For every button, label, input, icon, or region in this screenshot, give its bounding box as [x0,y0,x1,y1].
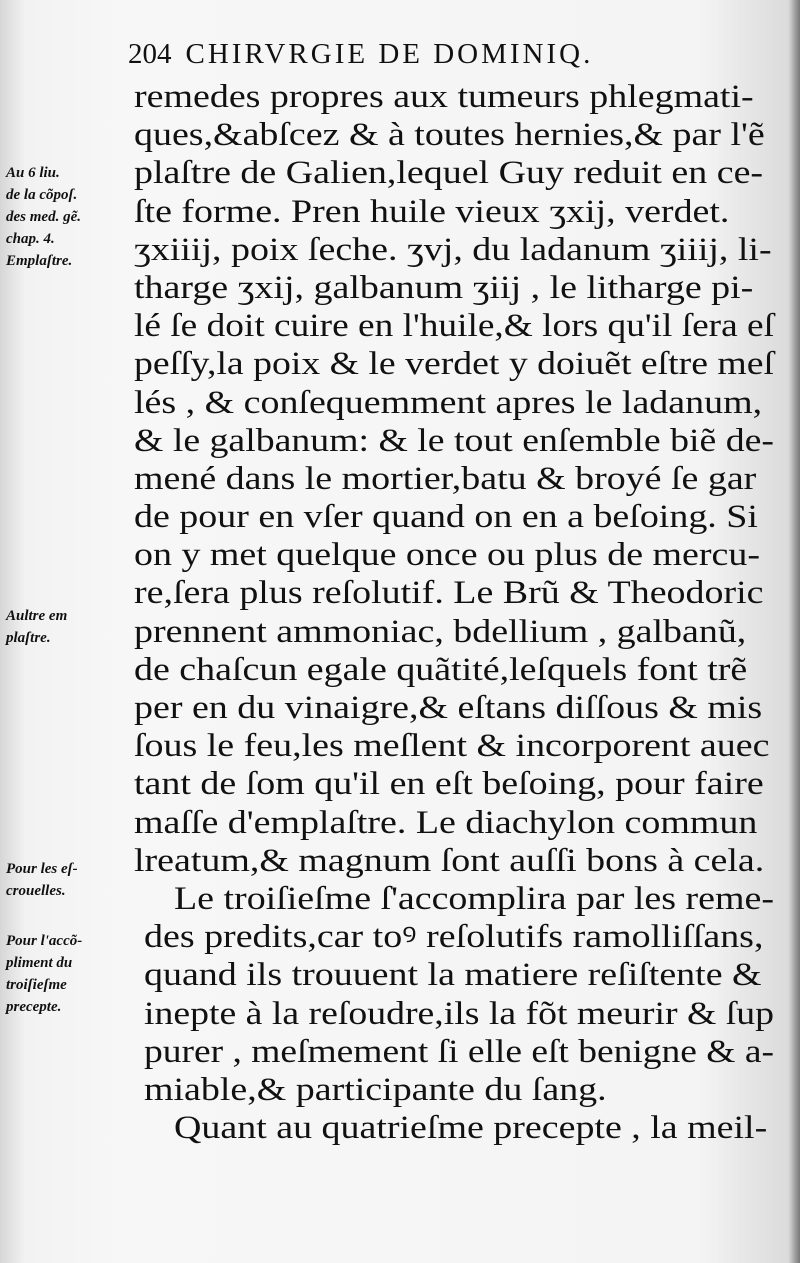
margin-note-reference: Au 6 liu. de la cõpoſ. des med. gẽ. chap. 4. Emplaſtre. [6,165,81,269]
text-line: per en du vinaigre,& eſtans diſſous & mis [134,690,763,726]
text-line: prennent ammoniac, bdellium , galbanũ, [134,613,747,650]
text-line: re,ſera plus reſolutif. Le Brũ & Theodoric [134,575,764,612]
margin-note-escrouelles: Pour les eſ- crouelles. [6,861,78,899]
text-line: inepte à la reſoudre,ils la fõt meurir & ſup [144,995,774,1032]
text-line: des predits,car toꝰ reſolutifs ramolliſſans, [144,919,764,956]
text-line: mené dans le mortier,batu & broyé ſe gar [134,460,757,497]
text-line-paragraph-start: Quant au quatrieſme precepte , la meil- [174,1110,768,1147]
text-line: ſous le feu,les meſlent & incorporent auec [134,728,770,765]
running-title: CHIRVRGIE DE DOMINIQ. [185,38,594,70]
text-line: plaſtre de Galien,lequel Guy reduit en ce- [134,155,764,192]
text-line: tharge ʒxij, galbanum ʒiij , le litharge pi- [134,269,754,306]
body-text [134,78,774,1147]
text-line: ſte forme. Pren huile vieux ʒxij, verdet. [134,193,730,230]
text-line: lé ſe doit cuire en l'huile,& lors qu'il ſera eſ [134,308,774,345]
text-line: de chaſcun egale quãtité,leſquels font trẽ [134,651,748,688]
page-number: 204 [128,38,172,70]
text-line: quand ils trouuent la matiere reſiſtente & [144,957,762,994]
text-line: lés , & conſequemment apres le ladanum, [134,384,763,421]
text-line: ʒxiiij, poix ſeche. ʒvj, du ladanum ʒiiij, li- [134,231,772,268]
text-line: & le galbanum: & le tout enſemble biẽ de- [134,422,774,459]
margin-note-precepte: Pour l'accõ- pliment du troiſieſme precepte. [6,933,83,1015]
text-line: ques,&abſcez & à toutes hernies,& par l'ẽ [134,117,765,154]
page-edge-shadow [788,0,800,1263]
text-line: lreatum,& magnum ſont auſſi bons à cela. [134,842,765,879]
text-line: maſſe d'emplaſtre. Le diachylon commun [134,804,758,841]
text-line: miable,& participante du ſang. [144,1071,607,1108]
text-line: purer , meſmement ſi elle eſt benigne & a- [144,1033,774,1070]
margin-note-emplastre: Aultre em plaſtre. [6,608,68,646]
running-header [128,38,593,78]
text-line: de pour en vſer quand on en a beſoing. Si [134,499,758,536]
text-line: remedes propres aux tumeurs phlegmati- [134,79,754,115]
text-line: tant de ſom qu'il en eſt beſoing, pour faire [134,766,764,803]
text-line: peſſy,la poix & le verdet y doiuẽt eſtre meſ [134,346,774,383]
text-line-paragraph-start: Le troiſieſme ſ'accomplira par les reme- [174,880,774,917]
text-line: on y met quelque once ou plus de mercu- [134,537,760,574]
